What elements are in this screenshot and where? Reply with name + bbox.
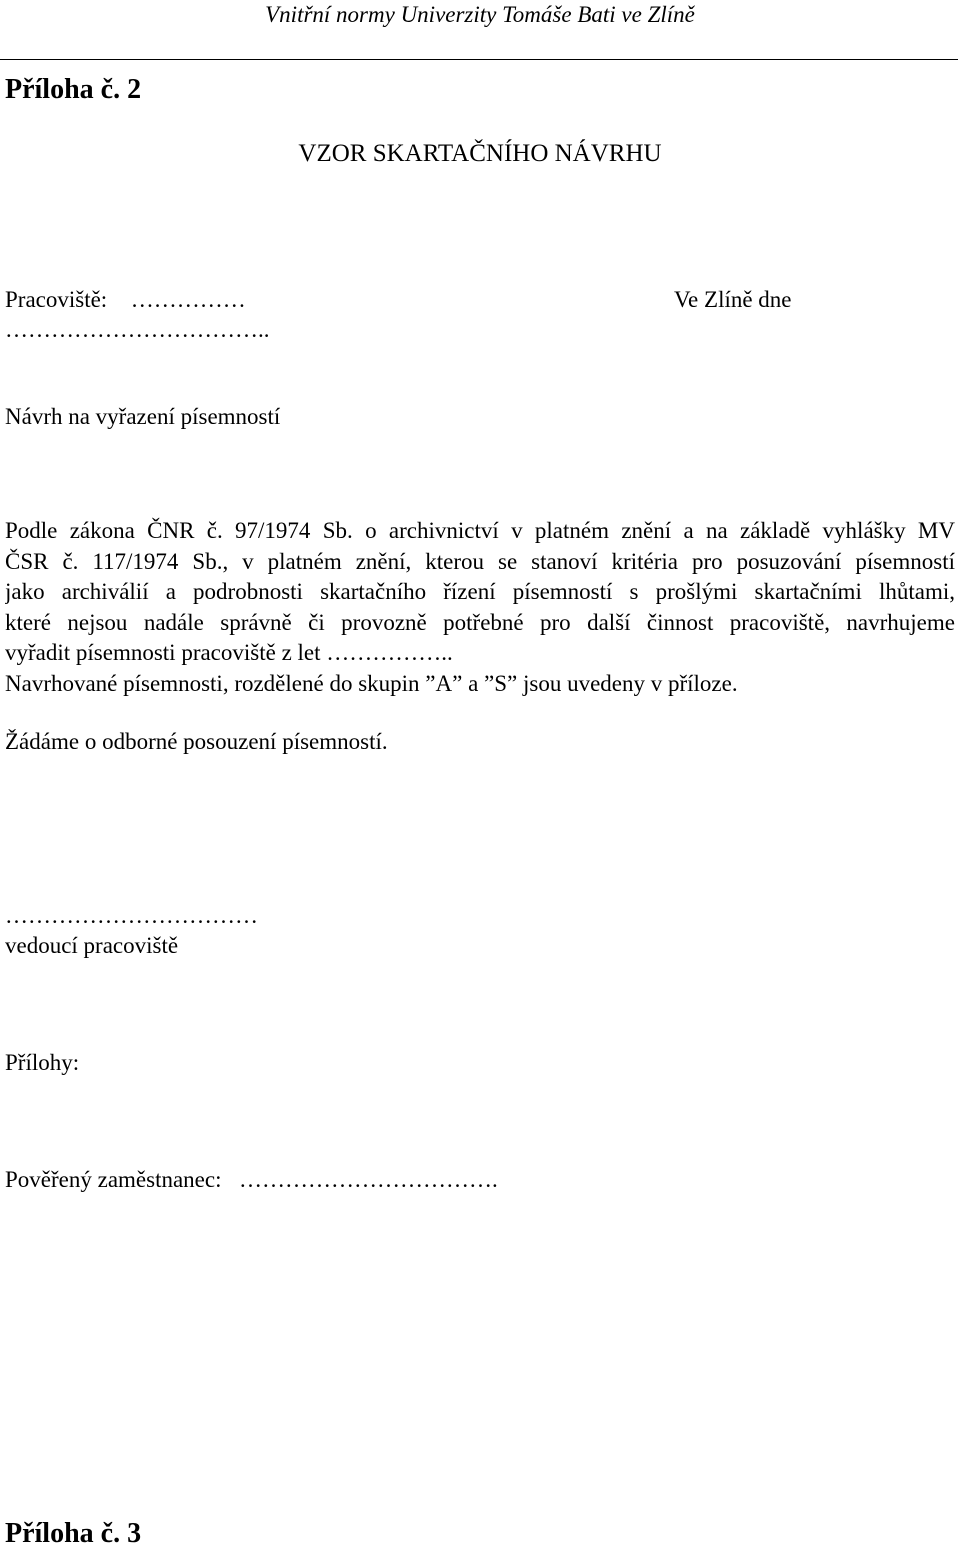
- paragraph-line: Navrhované písemnosti, rozdělené do skupin ”A” a ”S” jsou uvedeny v příloze.: [5, 670, 738, 696]
- review-request: Žádáme o odborné posouzení písemností.: [5, 729, 388, 754]
- responsible-placeholder: …………………………….: [239, 1167, 498, 1192]
- signature-line: ……………………………: [5, 903, 258, 928]
- paragraph-line: vyřadit písemnosti pracoviště z let ……………..: [5, 640, 453, 665]
- workplace-placeholder: ……………: [130, 287, 246, 312]
- paragraph-line: ČSR č. 117/1974 Sb., v platném znění, kterou se stanoví kritéria pro posuzování písemností: [5, 548, 955, 574]
- workplace-row: [5, 288, 246, 311]
- workplace-continuation: ……………………………..: [5, 317, 270, 342]
- legal-paragraph: [5, 516, 955, 699]
- workplace-label: Pracoviště:: [5, 287, 108, 312]
- header-divider: [0, 59, 958, 60]
- city-date: Ve Zlíně dne: [674, 287, 792, 312]
- responsible-row: [5, 1168, 498, 1191]
- attachments-label: Přílohy:: [5, 1050, 80, 1075]
- paragraph-line: Podle zákona ČNR č. 97/1974 Sb. o archivnictví v platném znění a na základě vyhlášky MV: [5, 518, 955, 543]
- paragraph-line: které nejsou nadále správně či provozně potřebné pro další činnost pracoviště, navrhujeme: [5, 609, 955, 635]
- page-header-title: Vnitřní normy Univerzity Tomáše Bati ve Zlíně: [265, 2, 695, 27]
- annex-3-heading: Příloha č. 3: [5, 1518, 142, 1549]
- document-subject: Návrh na vyřazení písemností: [5, 404, 281, 429]
- responsible-label: Pověřený zaměstnanec:: [5, 1167, 222, 1192]
- paragraph-line: jako archiválií a podrobnosti skartačního řízení písemností s prošlými skartačními lhůtami,: [5, 579, 955, 604]
- signature-caption: vedoucí pracoviště: [5, 933, 179, 958]
- document-title: VZOR SKARTAČNÍHO NÁVRHU: [298, 140, 662, 167]
- annex-2-heading: Příloha č. 2: [5, 74, 142, 105]
